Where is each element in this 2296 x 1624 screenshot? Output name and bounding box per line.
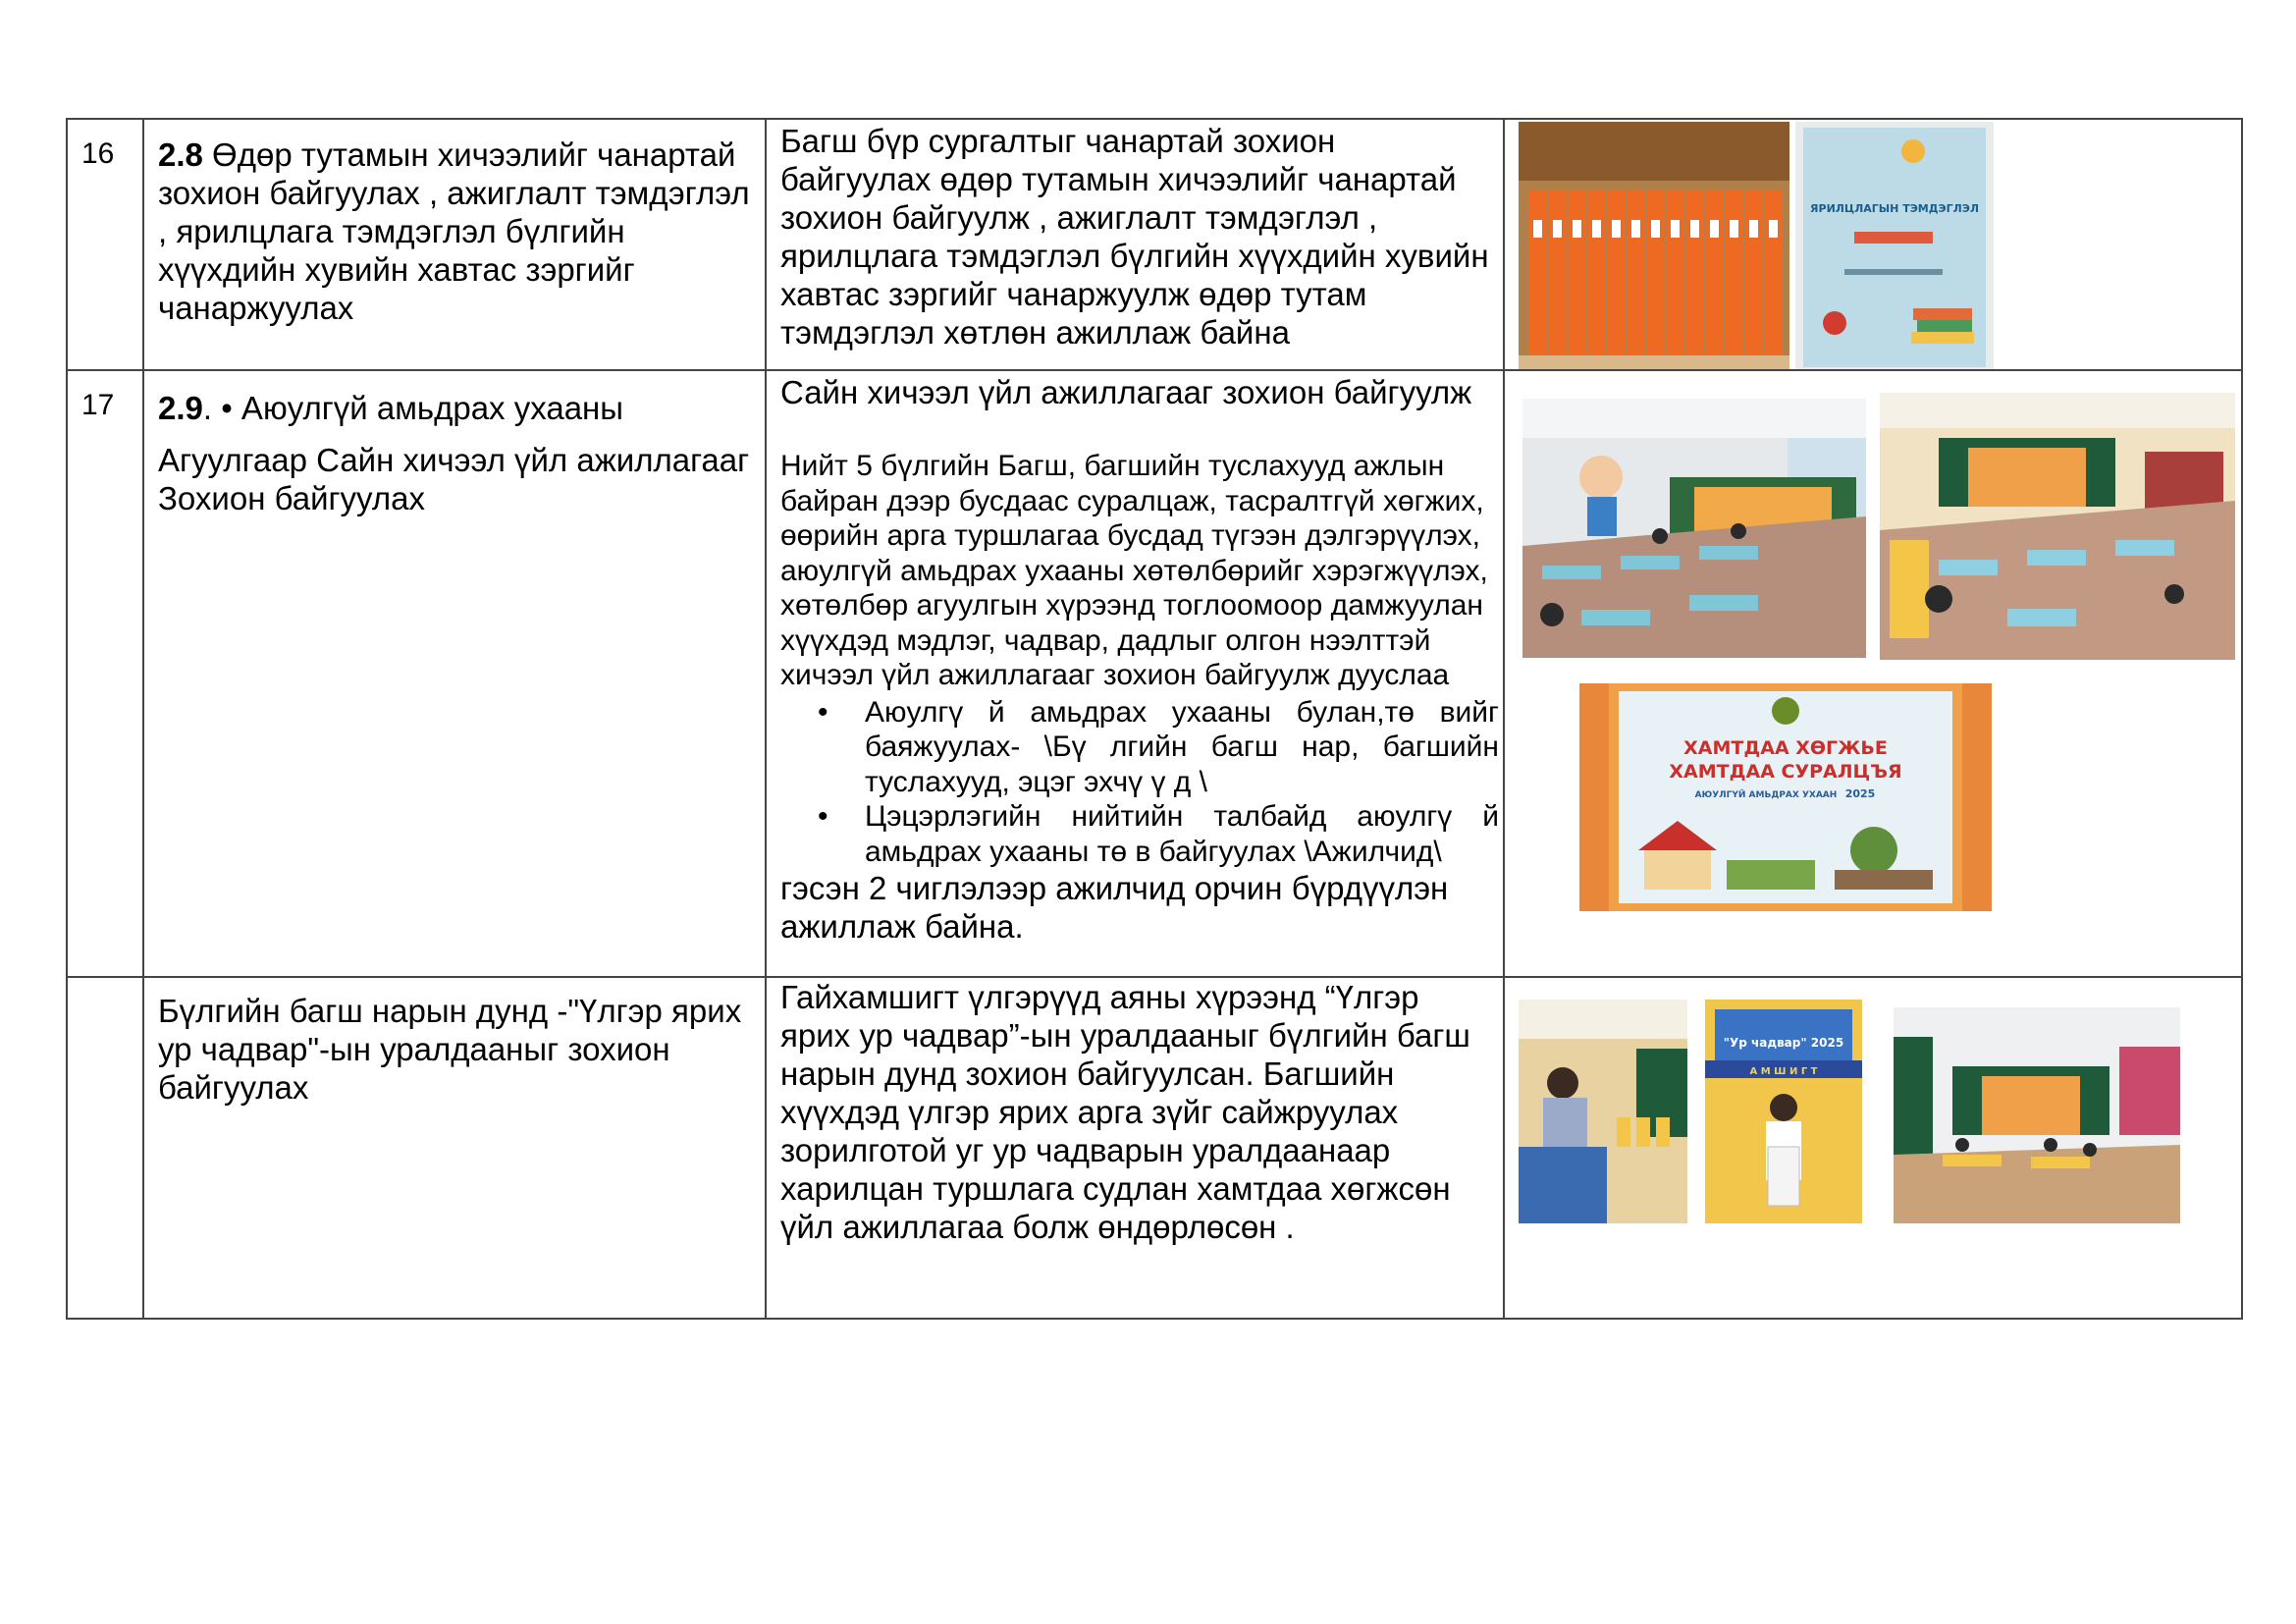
bullet-list xyxy=(767,695,1503,870)
folder-spine xyxy=(1685,190,1704,355)
list-item: • Цэцэрлэгийн нийтийн талбайд аюулгү й амьдрах ухааны тө в байгуулах \Ажилчид\ xyxy=(865,799,1503,869)
description-body: Нийт 5 бүлгийн Багш, багшийн туслахууд ажлын байран дээр бусдаас суралцаж, тасралтгүй хөгжих, өөрийн арга туршлагаа бусдад түгээн дэлгэрүүлэх, аюулгүй амьдрах ухааны хөтөлбөрийг хэрэгжүүлэх, хөтөлбөр агуулгын хүрээнд тоглоомоор дамжуулан хүүхдэд мэдлэг, чадвар, дадлыг олгон нээлттэй хичээл үйл ажиллагааг зохион байгуулж дууслаа xyxy=(780,450,1488,691)
folder-spine xyxy=(1705,190,1724,355)
task-description: Өдөр тутамын хичээлийг чанартай зохион байгуулах , ажиглалт тэмдэглэл , ярилцлага тэмдэглэл бүлгийн хүүхдийн хувийн хавтас зэргийг чанаржуулах xyxy=(158,136,750,326)
folder-spine xyxy=(1568,190,1586,355)
row-number xyxy=(68,978,142,996)
description-tail: гэсэн 2 чиглэлээр ажилчид орчин бүрдүүлэн ажиллаж байна. xyxy=(780,870,1449,945)
row-number-cell xyxy=(67,977,143,1319)
folder-label xyxy=(1533,220,1542,238)
folder-label xyxy=(1769,220,1778,238)
description-cell xyxy=(766,370,1504,977)
table-row xyxy=(67,370,2242,977)
description-text: Гайхамшигт үлгэрүүд аяны хүрээнд “Үлгэр ярих ур чадвар”-ын уралдааныг бүлгийн багш нарын дунд зохион байгуулсан. Багшийн хүүхдэд үлгэр ярих арга зүйг сайжруулах зорилготой уг ур чадварын уралдаанаар харилцан туршлага судлан хамтдаа хөгжсөн үйл ажиллагаа болж өндөрлөсөн . xyxy=(780,979,1470,1245)
row-number-cell xyxy=(67,370,143,977)
description-text: Багш бүр сургалтыг чанартай зохион байгуулах өдөр тутамын хичээлийг чанартай зохион байгуулж , ажиглалт тэмдэглэл , ярилцлага тэмдэглэл бүлгийн хүүхдийн хувийн хавтас зэргийг чанаржуулж өдөр тутам тэмдэглэл хөтлөн ажиллаж байна xyxy=(780,123,1489,351)
row-number-cell xyxy=(67,119,143,370)
folder-spine xyxy=(1528,190,1547,355)
description-title: Сайн хичээл үйл ажиллагааг зохион байгуулж xyxy=(780,374,1472,410)
row-number: 17 xyxy=(81,389,115,421)
folder-spine xyxy=(1587,190,1606,355)
banner-year: 2025 xyxy=(1844,787,1876,800)
banner-title-1: ХАМТДАА ХӨГЖЬЕ xyxy=(1683,737,1888,759)
poster-title: "Ур чадвар" 2025 xyxy=(1723,1036,1844,1050)
banner-photo xyxy=(1579,683,1992,911)
folder-label xyxy=(1651,220,1660,238)
classroom-photo xyxy=(1880,393,2235,660)
table-row xyxy=(67,119,2242,370)
task-description: Агуулгаар Сайн хичээл үйл ажиллагааг Зохион байгуулах xyxy=(158,442,750,516)
table-row xyxy=(67,977,2242,1319)
banner-subtitle: АЮУЛГҮЙ АМЬДРАХ УХААН xyxy=(1694,790,1838,800)
task-code: 2.8 xyxy=(158,136,203,173)
folder-label xyxy=(1730,220,1738,238)
folder-label xyxy=(1631,220,1640,238)
task-cell xyxy=(143,119,766,370)
folder-spine xyxy=(1627,190,1645,355)
photo-cell xyxy=(1504,370,2242,977)
folder-spine xyxy=(1666,190,1684,355)
classroom-photo xyxy=(1522,399,1866,658)
photo-cell xyxy=(1504,119,2242,370)
task-cell xyxy=(143,370,766,977)
folder-spine xyxy=(1725,190,1743,355)
task-code: 2.9 xyxy=(158,390,203,426)
description-cell xyxy=(766,119,1504,370)
row-number: 16 xyxy=(81,137,115,170)
folder-label xyxy=(1690,220,1699,238)
task-heading xyxy=(144,371,765,427)
folder-label xyxy=(1749,220,1758,238)
folder-label xyxy=(1573,220,1581,238)
list-item: • Аюулгү й амьдрах ухааны булан,тө вийг баяжуулах- \Бү лгийн багш нар, багшийн туслахууд, эцэг эхчү ү д \ xyxy=(865,695,1503,800)
task-text xyxy=(144,120,765,327)
task-cell xyxy=(143,977,766,1319)
folder-label xyxy=(1553,220,1562,238)
task-description: Бүлгийн багш нарын дунд -"Үлгэр ярих ур чадвар"-ын уралдааныг зохион байгуулах xyxy=(158,993,742,1106)
description-cell xyxy=(766,977,1504,1319)
photo-cell xyxy=(1504,977,2242,1319)
folder-label xyxy=(1612,220,1621,238)
folder-spine xyxy=(1744,190,1763,355)
folder-spine xyxy=(1548,190,1567,355)
folder-spine xyxy=(1764,190,1783,355)
folder-spine xyxy=(1646,190,1665,355)
folder-label xyxy=(1592,220,1601,238)
report-table xyxy=(66,118,2243,1320)
folder-spine xyxy=(1607,190,1626,355)
folders-photo xyxy=(1519,122,1789,369)
classroom-photo xyxy=(1894,1007,2180,1223)
poster-strip: А М Ш И Г Т xyxy=(1749,1066,1818,1077)
reading-photo xyxy=(1519,1000,1687,1223)
folder-label xyxy=(1671,220,1680,238)
poster-photo xyxy=(1705,1000,1862,1223)
folder-label xyxy=(1710,220,1719,238)
book-photo xyxy=(1795,122,1994,369)
book-title: ЯРИЛЦЛАГЫН ТЭМДЭГЛЭЛ xyxy=(1810,202,1979,215)
task-heading-rest: . • Аюулгүй амьдрах ухааны xyxy=(202,390,624,426)
banner-title-2: ХАМТДАА СУРАЛЦЪЯ xyxy=(1669,761,1902,783)
